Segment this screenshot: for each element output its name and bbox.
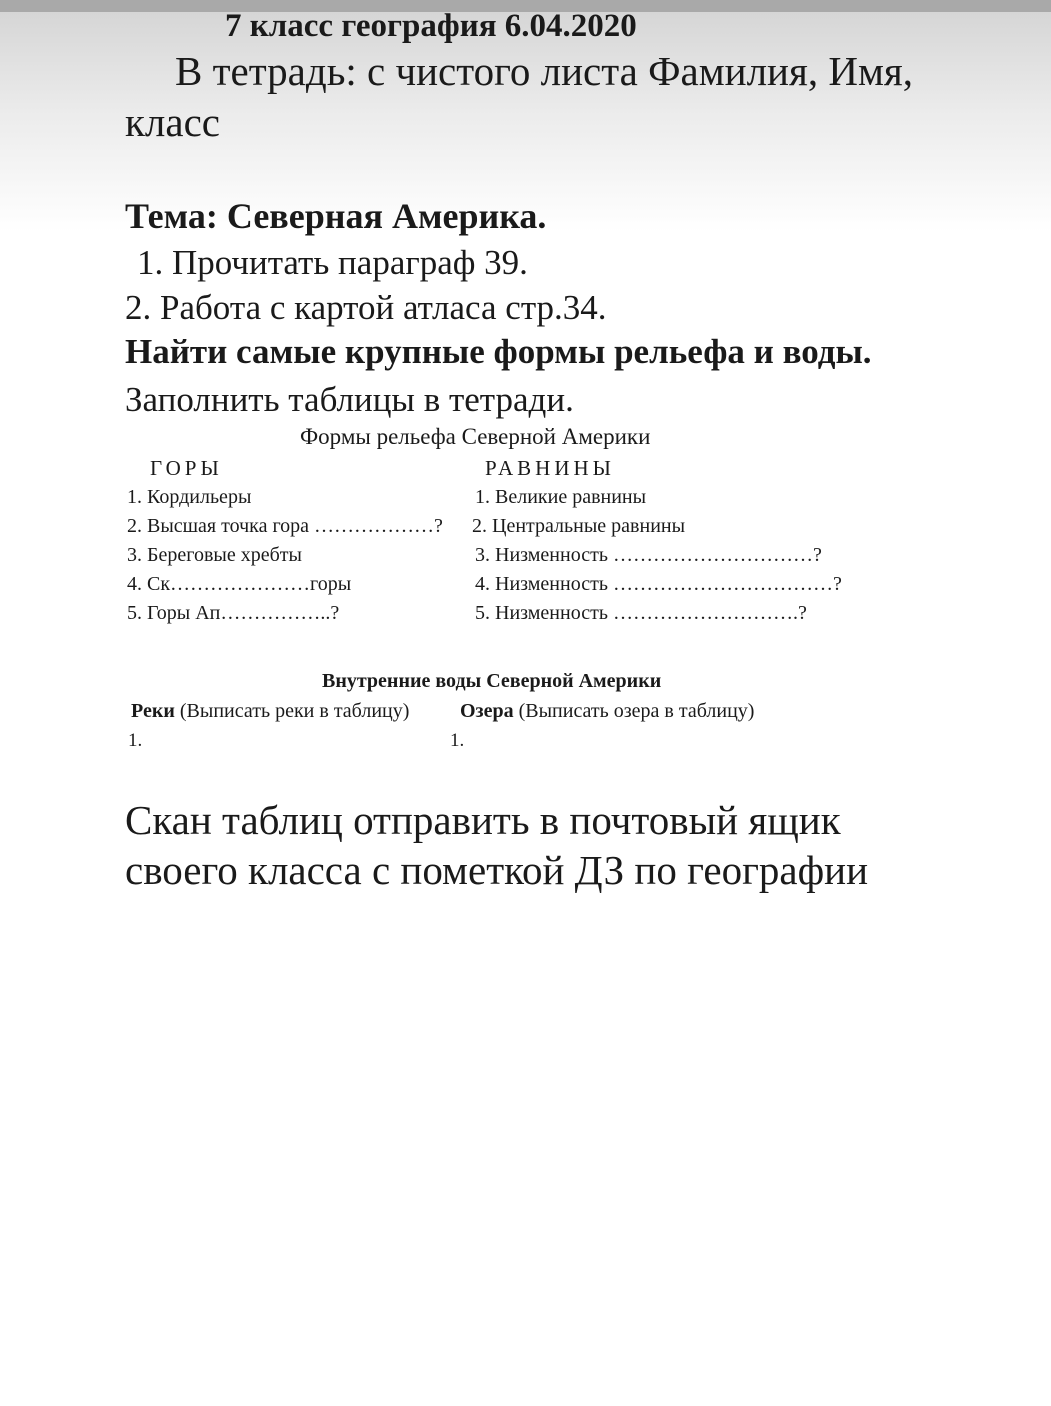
instruction-line-1: В тетрадь: с чистого листа Фамилия, Имя, <box>175 48 914 94</box>
mountains-item: 1. Кордильеры <box>127 486 252 508</box>
lakes-header <box>460 700 754 723</box>
rivers-label: Реки <box>131 700 175 722</box>
lakes-note: (Выписать озера в таблицу) <box>513 700 755 722</box>
task-heading: Найти самые крупные формы рельефа и воды. <box>125 332 872 371</box>
submission-instruction-line-1: Скан таблиц отправить в почтовый ящик <box>125 797 841 843</box>
rivers-note: (Выписать реки в таблицу) <box>174 700 410 722</box>
mountains-item: 3. Береговые хребты <box>127 544 302 566</box>
relief-table-title: Формы рельефа Северной Америки <box>300 424 651 449</box>
lakes-item: 1. <box>450 730 465 751</box>
rivers-item: 1. <box>128 730 143 751</box>
task-fill-tables: Заполнить таблицы в тетради. <box>125 380 574 419</box>
lakes-label: Озера <box>460 700 514 722</box>
document-title: 7 класс география 6.04.2020 <box>225 8 637 44</box>
rivers-header <box>131 700 409 723</box>
plains-item: 1. Великие равнины <box>475 486 647 508</box>
plains-item: 4. Низменность ……………………………? <box>475 573 842 595</box>
plains-item: 5. Низменность ……………………….? <box>475 602 807 624</box>
submission-instruction-line-2: своего класса с пометкой ДЗ по географии <box>125 847 869 893</box>
mountains-item: 2. Высшая точка гора ………………? <box>127 515 443 537</box>
lesson-step-2: 2. Работа с картой атласа стр.34. <box>125 288 607 327</box>
plains-item: 3. Низменность …………………………? <box>475 544 822 566</box>
mountains-column-header: ГОРЫ <box>150 456 223 480</box>
instruction-line-2: класс <box>125 99 220 145</box>
lesson-topic: Тема: Северная Америка. <box>125 196 547 236</box>
mountains-item: 5. Горы Ап……………..? <box>127 602 340 624</box>
waters-table-title: Внутренние воды Северной Америки <box>322 670 662 692</box>
plains-column-header: РАВНИНЫ <box>485 456 615 480</box>
mountains-item: 4. Ск…………………горы <box>127 573 352 595</box>
lesson-step-1: 1. Прочитать параграф 39. <box>137 243 528 282</box>
plains-item: 2. Центральные равнины <box>472 515 686 537</box>
